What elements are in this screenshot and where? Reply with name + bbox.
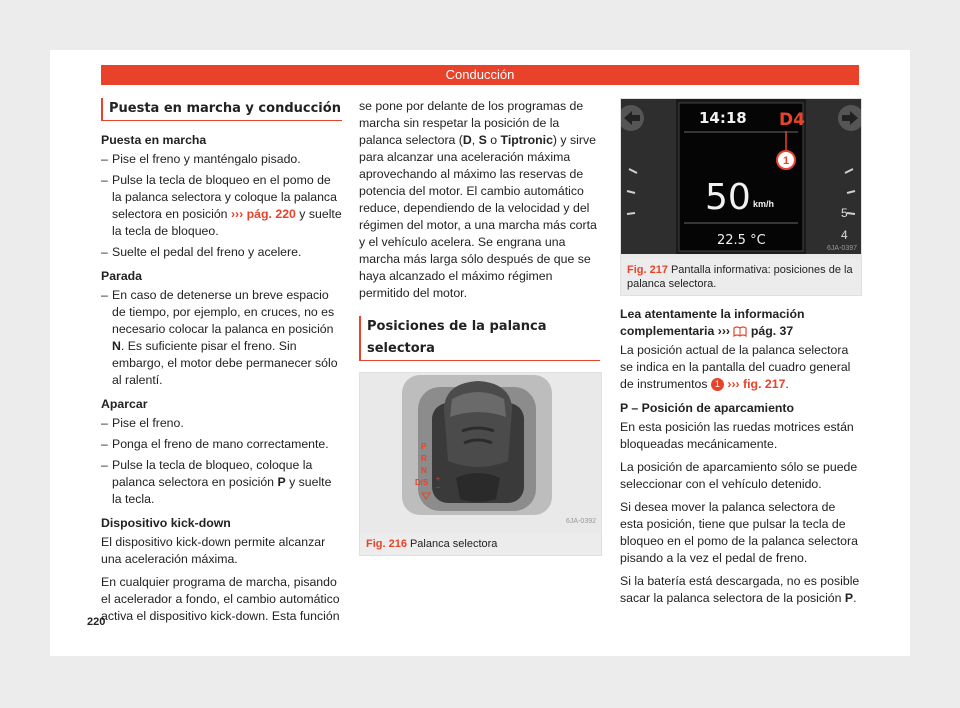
section-title: Puesta en marcha y conducción: [101, 98, 342, 121]
list-item: [101, 457, 342, 508]
figure-gear-selector: [359, 372, 602, 556]
gate-minus-label: −: [436, 485, 441, 492]
gate-plus-label: +: [436, 476, 441, 483]
display-time: 14:18: [699, 109, 747, 127]
display-speed: 50: [705, 177, 751, 218]
list-item-text: Ponga el freno de mano correctamente.: [112, 437, 329, 451]
paragraph-text: Si la batería está descargada, no es posible sacar la palanca selectora de la posición: [620, 574, 860, 605]
figure-number: Fig. 217: [627, 264, 668, 276]
figure-number: Fig. 216: [366, 538, 407, 550]
instrument-display-illustration: [621, 99, 861, 254]
figure-code: 6JA-0392: [566, 518, 596, 525]
figure-instrument-display: [620, 98, 862, 296]
gear-letter: D: [462, 133, 472, 147]
park-list: [101, 415, 342, 508]
gear-selector-illustration: [360, 373, 601, 528]
paragraph: [620, 573, 860, 607]
page-number: 220: [87, 616, 106, 628]
list-item-text: Suelte el pedal del freno y acelere.: [112, 245, 302, 259]
paragraph-text: ) y sirve para alcanzar una aceleración máxima aprovechando al máximo las reservas de potencia del motor. El cambio automático reduce, dependiendo de la velocidad y del régimen del motor, a una marcha más corta y el vehículo acelera. Se engrana una marcha más larga sólo después de que se haya alcanzado el máximo régimen permitido del motor.: [359, 133, 597, 300]
start-list: [101, 151, 342, 261]
page-reference-link[interactable]: ››› pág. 220: [230, 207, 296, 221]
display-speed-unit: km/h: [753, 199, 775, 209]
list-item-text: y suelte la tecla.: [112, 475, 332, 506]
chapter-header: Conducción: [101, 65, 859, 85]
paragraph: El dispositivo kick-down permite alcanzar una aceleración máxima.: [101, 535, 326, 566]
gear-letter: P: [277, 475, 286, 489]
list-item: [101, 244, 342, 261]
list-item-text: . Es suficiente pisar el freno. Sin embargo, el motor debe permanecer sólo al ralentí.: [112, 339, 338, 387]
paragraph: En esta posición las ruedas motrices están bloqueadas mecánicamente.: [620, 420, 854, 451]
list-item-text: Pulse la tecla de bloqueo, coloque la palanca selectora en posición: [112, 458, 313, 489]
column-1: [101, 98, 342, 631]
gate-r-label: R: [421, 454, 427, 463]
figure-caption-text: Palanca selectora: [409, 538, 498, 550]
figure-caption: [360, 533, 601, 555]
svg-text:5: 5: [841, 206, 848, 220]
display-temperature: 22.5 °C: [717, 233, 766, 248]
display-gear: D4: [779, 110, 805, 130]
gate-n-label: N: [421, 466, 427, 475]
svg-text:4: 4: [841, 228, 848, 242]
paragraph: La posición actual de la palanca selectora se indica en la pantalla del cuadro general de instrumentos 1 ››› fig. 217.: [620, 343, 851, 391]
paragraph-text: se pone por delante de los programas de marcha sin respetar la posición de la palanca selectora (: [359, 99, 584, 147]
column-2: [359, 98, 600, 556]
gate-p-label: P: [421, 442, 427, 451]
figure-caption-text: Pantalla informativa: posiciones de la palanca selectora.: [627, 264, 853, 290]
paragraph-text: o: [486, 133, 501, 147]
intro-note-text: Lea atentamente la información complementaria: [620, 307, 805, 338]
callout-number: 1: [782, 155, 790, 167]
gear-letter: Tiptronic: [500, 133, 553, 147]
list-item-text: y suelte la tecla de bloqueo.: [112, 207, 342, 238]
list-item: [101, 287, 342, 389]
callout-badge: 1: [711, 378, 724, 391]
list-item: [101, 172, 342, 240]
stop-list: [101, 287, 342, 389]
intro-note: Lea atentamente la información complementaria ››› pág. 37: [620, 307, 805, 338]
figure-code: 6JA-0397: [827, 245, 857, 252]
list-item-text: En caso de detenerse un breve espacio de tiempo, por ejemplo, en cruces, no es necesario colocar la palanca en posición: [112, 288, 335, 336]
manual-book-icon: [733, 326, 747, 337]
list-item: [101, 436, 342, 453]
list-item-text: Pise el freno y manténgalo pisado.: [112, 152, 301, 166]
column-3: [620, 98, 860, 613]
list-item: [101, 415, 342, 432]
subheading-park-position: P – Posición de aparcamiento: [620, 401, 795, 415]
section-title: Posiciones de la palanca selectora: [359, 316, 600, 361]
paragraph-text: La posición actual de la palanca selectora se indica en la pantalla del cuadro general de instrumentos: [620, 343, 851, 391]
paragraph: se pone por delante de los programas de marcha sin respetar la posición de la palanca selectora (D, S o Tiptronic) y sirve para alcanzar una aceleración máxima aprovechando al máximo las reservas de potencia del motor. El cambio automático reduce, dependiendo de la velocidad y del régimen del motor, a una marcha más corta y el vehículo acelera. Se engrana una marcha más larga sólo después de que se haya alcanzado el máximo régimen permitido del motor.: [359, 99, 597, 300]
gear-letter: P: [844, 591, 854, 605]
gate-ds-label: D/S: [415, 478, 429, 487]
subheading-start: Puesta en marcha: [101, 133, 207, 147]
subheading-kickdown: Dispositivo kick-down: [101, 516, 231, 530]
list-item-text: Pulse la tecla de bloqueo en el pomo de la palanca selectora y coloque la palanca selectora en posición: [112, 173, 337, 221]
subheading-park: Aparcar: [101, 397, 148, 411]
figure-caption: [621, 259, 861, 295]
list-item: [101, 151, 342, 168]
page-reference-link[interactable]: pág. 37: [750, 324, 794, 338]
figure-reference-link[interactable]: ››› fig. 217: [727, 377, 786, 391]
list-item-text: Pise el freno.: [112, 416, 184, 430]
paragraph: En cualquier programa de marcha, pisando el acelerador a fondo, el cambio automático activa el dispositivo kick-down. Esta función: [101, 575, 340, 623]
gear-letter: N: [112, 339, 121, 353]
subheading-stop: Parada: [101, 269, 143, 283]
paragraph: La posición de aparcamiento sólo se puede seleccionar con el vehículo detenido.: [620, 460, 858, 491]
paragraph: Si desea mover la palanca selectora de esta posición, tiene que pulsar la tecla de bloqueo en el pomo de la palanca selectora pisando a la vez el pedal de freno.: [620, 500, 858, 565]
gear-letter: S: [478, 133, 487, 147]
paragraph-text: .: [853, 591, 857, 605]
